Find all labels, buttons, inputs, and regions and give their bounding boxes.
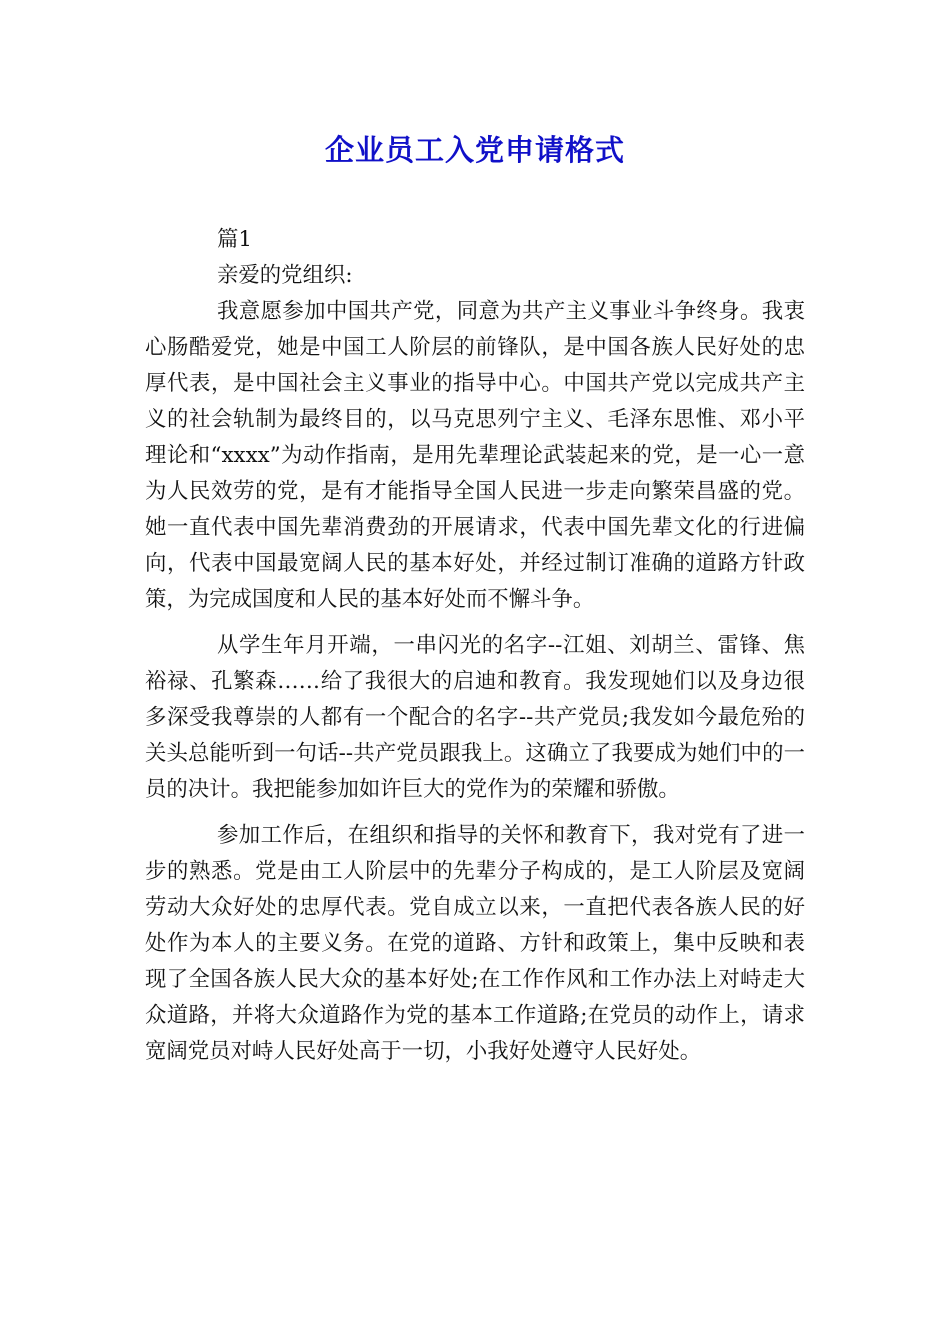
- paragraph-3: 参加工作后，在组织和指导的关怀和教育下，我对党有了进一步的熟悉。党是由工人阶层中的先辈分子构成的，是工人阶层及宽阔劳动大众好处的忠厚代表。党自成立以来，一直把代表各族人民的好处作为本人的主要义务。在党的道路、方针和政策上，集中反映和表现了全国各族人民大众的基本好处;在工作作风和工作办法上对峙走大众道路，并将大众道路作为党的基本工作道路;在党员的动作上，请求宽阔党员对峙人民好处高于一切，小我好处遵守人民好处。: [145, 823, 805, 1064]
- salutation: 亲爱的党组织:: [217, 263, 353, 288]
- document-body: [145, 222, 805, 1070]
- paragraph-2: 从学生年月开端，一串闪光的名字--江姐、刘胡兰、雷锋、焦裕禄、孔繁森……给了我很大的启迪和教育。我发现她们以及身边很多深受我尊崇的人都有一个配合的名字--共产党员;我发如今最危殆的关头总能听到一句话--共产党员跟我上。这确立了我要成为她们中的一员的决计。我把能参加如许巨大的党作为的荣耀和骄傲。: [145, 633, 805, 802]
- document-title: 企业员工入党申请格式: [324, 133, 625, 167]
- paragraph-1: 我意愿参加中国共产党，同意为共产主义事业斗争终身。我衷心肠酷爱党，她是中国工人阶层的前锋队，是中国各族人民好处的忠厚代表，是中国社会主义事业的指导中心。中国共产党以完成共产主义的社会轨制为最终目的，以马克思列宁主义、毛泽东思惟、邓小平理论和“xxxx”为动作指南，是用先辈理论武装起来的党，是一心一意为人民效劳的党，是有才能指导全国人民进一步走向繁荣昌盛的党。她一直代表中国先辈消费劲的开展请求，代表中国先辈文化的行进偏向，代表中国最宽阔人民的基本好处，并经过制订准确的道路方针政策，为完成国度和人民的基本好处而不懈斗争。: [145, 299, 805, 612]
- section-label: 篇1: [217, 227, 253, 252]
